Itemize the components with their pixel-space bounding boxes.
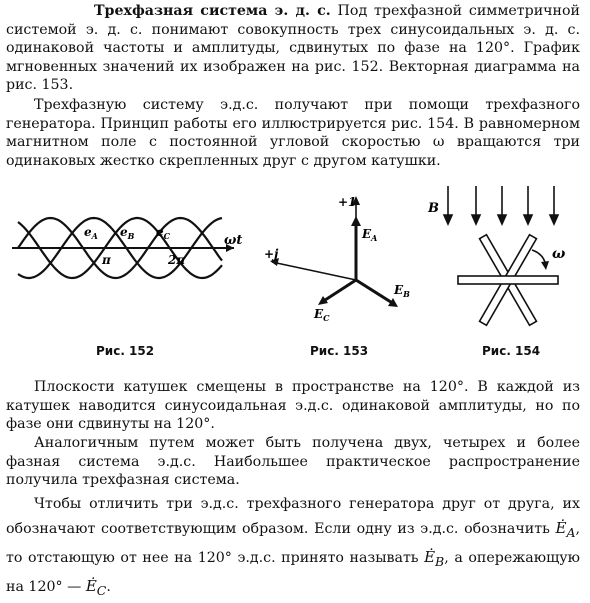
label-plusj: +j <box>264 247 279 261</box>
caption-fig-152: Рис. 152 <box>96 344 155 358</box>
coils <box>458 235 558 326</box>
paragraph-generator-principle <box>6 96 580 170</box>
caption-fig-154: Рис. 154 <box>482 344 541 358</box>
vector-ec <box>322 280 356 302</box>
symbol-eb: $Ė_B$ <box>424 548 445 569</box>
label-omega-t: ωt <box>224 233 243 248</box>
paragraph-body: Плоскости катушек смещены в пространстве на 120°. В каждой из катушек наводится синусоидальная э.д.с. одинаковой амплитуды, но по фазе они сдвинуты на 120°. <box>6 379 580 433</box>
paragraph-notation: Чтобы отличить три э.д.с. трехфазного генератора друг от друга, их обозначают соответствующим образом. Если одну из э.д.с. обозначить $Ė_A$, то отстающую от нее на 120° э.д.с. принято называть $Ė_B$, а опережающую на 120° — $Ė_C$. <box>6 496 580 598</box>
figure-152-sine-waves <box>8 200 248 300</box>
vector-ea-arrow <box>351 216 361 226</box>
label-b-field: B <box>428 201 439 216</box>
paragraph-body: Трехфазную систему э.д.с. получают при помощи трехфазного генератора. Принцип работы его иллюстрируется рис. 154. В равномерном магнитном поле с постоянной угловой скоростью ω вращаются три одинаковых жестко скрепленных друг с другом катушки. <box>6 97 580 169</box>
label-ec: $e_C$ <box>156 225 171 241</box>
label-ea: $E_A$ <box>362 227 378 243</box>
paragraph-heading: Трехфазная система э. д. с. <box>94 3 331 19</box>
figure-153-vector-diagram <box>258 190 418 330</box>
label-plus1: +1 <box>338 195 357 209</box>
paragraph-coil-planes <box>6 378 580 434</box>
coil-3 <box>458 276 558 284</box>
paragraph-body: Под трехфазной симметричной системой э. д. с. понимают совокупность трех синусоидальных э. д. с. одинаковой частоты и амплитуды, сдвинутых по фазе на 120°. График мгновенных значений их изображен на рис. 152. Векторная диаграмма на рис. 153. <box>6 3 580 94</box>
magnetic-field-arrows <box>444 186 558 224</box>
paragraph-body: Аналогичным путем может быть получена двух, четырех и более фазная система э.д.с. Наибольшее практическое распространение получила трехфазная система. <box>6 435 580 489</box>
label-pi: π <box>102 253 111 267</box>
rotation-arrow-head <box>541 261 549 270</box>
paragraph-three-phase-definition <box>6 2 580 95</box>
symbol-ea: $Ė_A$ <box>555 519 576 540</box>
paragraph-multiphase <box>6 434 580 490</box>
figure-154-rotating-coils <box>420 180 588 338</box>
label-ea: $e_A$ <box>84 225 98 241</box>
label-eb: $E_B$ <box>394 283 410 299</box>
label-ec: $E_C$ <box>314 307 330 323</box>
label-eb: $e_B$ <box>120 225 135 241</box>
symbol-ec: $Ė_C$ <box>85 577 107 598</box>
label-omega: ω <box>552 246 566 262</box>
axis-plusj <box>272 262 356 280</box>
vector-eb <box>356 280 394 304</box>
label-2pi: 2π <box>168 253 186 267</box>
caption-fig-153: Рис. 153 <box>310 344 369 358</box>
